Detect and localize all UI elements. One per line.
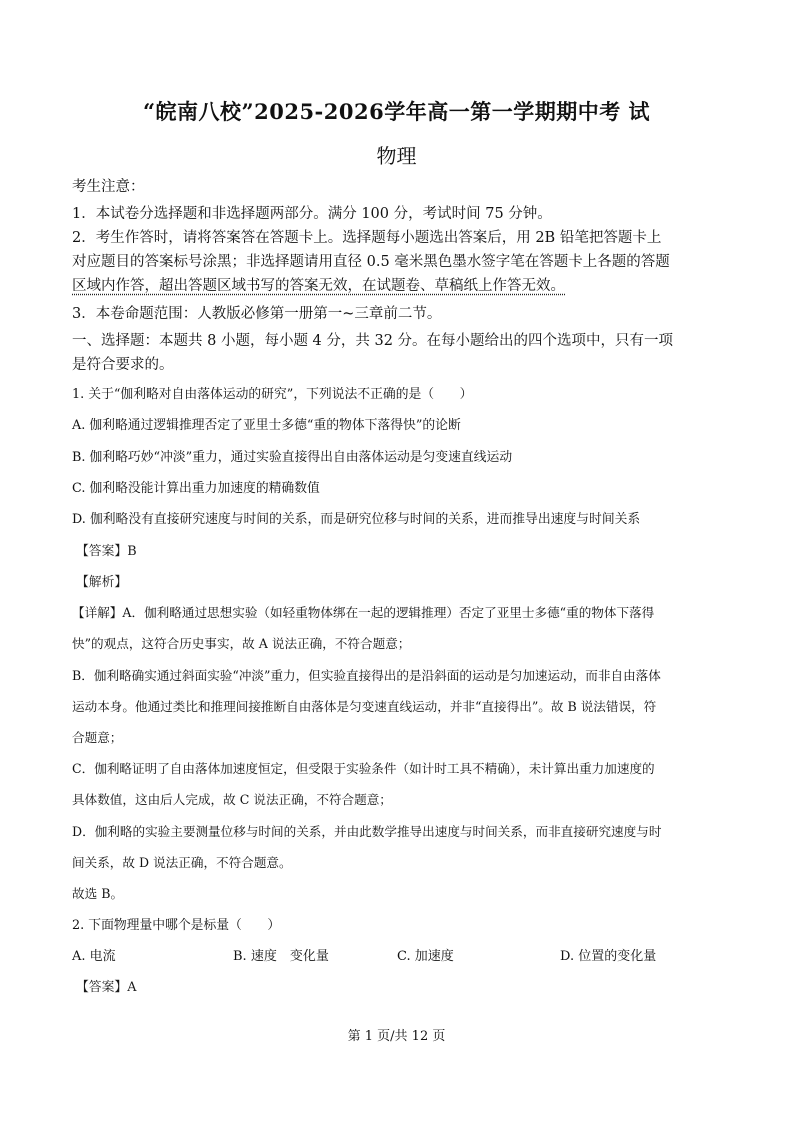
detail-line: 运动本身。他通过类比和推理间接推断自由落体是匀变速直线运动，并非“直接得出”。故 B 说法错误，符 xyxy=(72,699,657,714)
detail-line: B．伽利略确实通过斜面实验“冲淡”重力，但实验直接得出的是沿斜面的运动是匀加速运动，而非自由落体 xyxy=(72,668,661,683)
question-2-answer: 【答案】A xyxy=(76,980,137,995)
subject-title: 物理 xyxy=(376,144,417,168)
question-2-stem: 2. 下面物理量中哪个是标量（ ） xyxy=(72,918,281,933)
section-heading-cont: 是符合要求的。 xyxy=(72,357,174,373)
page-footer: 第 1 页/共 12 页 xyxy=(347,1029,446,1044)
detail-line: 间关系，故 D 说法正确，不符合题意。 xyxy=(72,855,292,870)
exam-title: “皖南八校”2025-2026学年高一第一学期期中考 试 xyxy=(142,99,651,124)
notice-line: 对应题目的答案标号涂黑；非选择题请用直径 0.5 毫米黑色墨水签字笔在答题卡上各题的答题 xyxy=(72,254,670,270)
question-1-option-b: B. 伽利略巧妙“冲淡”重力，通过实验直接得出自由落体运动是匀变速直线运动 xyxy=(72,450,513,465)
question-1-option-a: A. 伽利略通过逻辑推理否定了亚里士多德“重的物体下落得快”的论断 xyxy=(72,418,461,433)
detail-line: 快”的观点，这符合历史事实，故 A 说法正确，不符合题意； xyxy=(72,636,411,651)
notice-line-emphasized: 区域内作答，超出答题区域书写的答案无效，在试题卷、草稿纸上作答无效。 xyxy=(72,278,565,294)
detail-conclusion: 故选 B。 xyxy=(72,886,124,901)
notice-line: 2．考生作答时，请将答案答在答题卡上。选择题每小题选出答案后，用 2B 铅笔把答题卡上 xyxy=(72,230,662,246)
question-1-analysis-label: 【解析】 xyxy=(76,575,128,590)
question-2-option-c: C. 加速度 xyxy=(397,949,454,964)
question-2-option-b: B. 速度 变化量 xyxy=(233,949,329,964)
question-2-option-d: D. 位置的变化量 xyxy=(560,949,657,964)
detail-line: C．伽利略证明了自由落体加速度恒定，但受限于实验条件（如计时工具不精确），未计算出重力加速度的 xyxy=(72,761,655,776)
question-1-stem: 1. 关于“伽利略对自由落体运动的研究”，下列说法不正确的是（ ） xyxy=(72,387,473,402)
question-1-option-d: D. 伽利略没有直接研究速度与时间的关系，而是研究位移与时间的关系，进而推导出速度与时间关系 xyxy=(72,512,641,527)
question-2-option-a: A. 电流 xyxy=(72,949,116,964)
detail-line: 合题意； xyxy=(72,730,123,745)
detail-line: 具体数值，这由后人完成，故 C 说法正确，不符合题意； xyxy=(72,792,392,807)
question-1-option-c: C. 伽利略没能计算出重力加速度的精确数值 xyxy=(72,481,320,496)
question-1-answer: 【答案】B xyxy=(76,544,137,559)
section-heading: 一、选择题：本题共 8 小题，每小题 4 分，共 32 分。在每小题给出的四个选项中，只有一项 xyxy=(72,333,674,349)
detail-line: 【详解】A．伽利略通过思想实验（如轻重物体绑在一起的逻辑推理）否定了亚里士多德“重的物体下落得 xyxy=(72,605,655,620)
notice-heading: 考生注意： xyxy=(72,179,145,195)
detail-line: D．伽利略的实验主要测量位移与时间的关系，并由此数学推导出速度与时间关系，而非直接研究速度与时 xyxy=(72,824,662,839)
notice-line: 3．本卷命题范围：人教版必修第一册第一~三章前二节。 xyxy=(72,306,442,322)
notice-line: 1．本试卷分选择题和非选择题两部分。满分 100 分，考试时间 75 分钟。 xyxy=(72,206,552,222)
